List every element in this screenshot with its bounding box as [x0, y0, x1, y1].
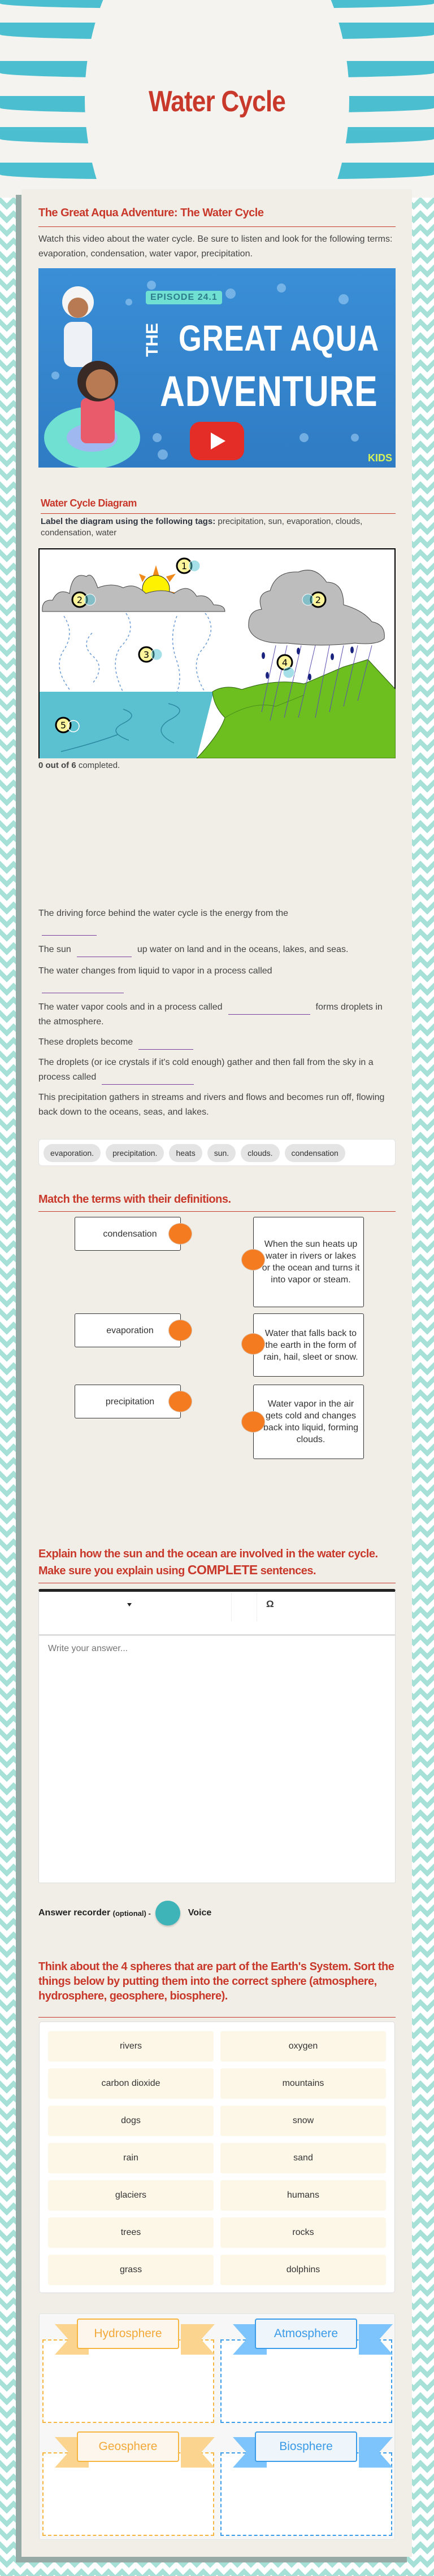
sortable-item[interactable]: trees	[48, 2217, 214, 2248]
instruction-label: Label the diagram using the following tags:	[41, 517, 216, 526]
sortable-item[interactable]: snow	[220, 2106, 386, 2136]
diagram-progress	[38, 758, 120, 773]
svg-text:5: 5	[60, 720, 67, 731]
connector-handle[interactable]	[168, 1320, 192, 1341]
word-chip[interactable]: clouds.	[241, 1144, 279, 1162]
record-button[interactable]	[155, 1901, 180, 1926]
marker-3[interactable]	[139, 647, 162, 662]
word-chip[interactable]: sun.	[207, 1144, 236, 1162]
divider	[41, 513, 396, 514]
word-chip[interactable]: condensation	[285, 1144, 345, 1162]
sortable-item[interactable]: rivers	[48, 2031, 214, 2062]
editor-toolbar	[39, 1592, 395, 1636]
svg-text:4: 4	[281, 657, 288, 668]
marker-2b[interactable]	[302, 592, 326, 607]
connector-handle[interactable]	[168, 1223, 192, 1245]
divider	[38, 1211, 396, 1212]
recorder-label: Answer recorder	[38, 1908, 111, 1918]
word-chip[interactable]: precipitation.	[106, 1144, 164, 1162]
page-title: Water Cycle	[148, 85, 286, 118]
kids-logo: KIDS	[367, 452, 392, 464]
sphere-label: Biosphere	[255, 2431, 357, 2462]
toolbar-button[interactable]	[231, 1593, 257, 1621]
blank-2[interactable]	[77, 945, 132, 957]
sphere-label: Hydrosphere	[77, 2319, 179, 2349]
answer-textarea[interactable]	[39, 1636, 395, 1881]
video-instructions: Watch this video about the water cycle. Be sure to listen and look for the following terms: evaporation, condensation, water vapor, precipitation.	[38, 234, 393, 259]
sentence-3: The water changes from liquid to vapor in a process called	[38, 964, 396, 993]
marker-2a[interactable]	[72, 592, 96, 607]
sentence-6: The droplets (or ice crystals if it's cold enough) gather and then fall from the sky in a process called	[38, 1055, 396, 1085]
sentence-5: These droplets become	[38, 1035, 396, 1050]
page-header	[0, 0, 434, 198]
caret-down-icon	[127, 1603, 132, 1606]
episode-badge: EPISODE 24.1	[146, 291, 222, 304]
sentence-7: This precipitation gathers in streams and rivers and flows and becomes run off, flowing back down to the oceans, seas, and lakes.	[38, 1093, 385, 1117]
divider	[38, 2017, 396, 2018]
connector-handle[interactable]	[241, 1411, 265, 1433]
progress-label: completed.	[78, 761, 120, 770]
video-player[interactable]	[38, 268, 396, 468]
sentence-4: The water vapor cools and in a process called forms droplets in the atmosphere.	[38, 1002, 383, 1027]
term-card[interactable]: precipitation	[75, 1385, 181, 1418]
sortable-item[interactable]: rocks	[220, 2217, 386, 2248]
recorder-optional: (optional) -	[112, 1909, 151, 1918]
sortable-item[interactable]: carbon dioxide	[48, 2068, 214, 2099]
connector-handle[interactable]	[241, 1333, 265, 1355]
connector-handle[interactable]	[168, 1391, 192, 1412]
instruction-tags: precipitation, sun, evaporation, clouds, condensation, water	[41, 517, 363, 538]
sphere-label: Geosphere	[77, 2431, 179, 2462]
marker-1[interactable]	[177, 558, 200, 573]
format-dropdown[interactable]	[39, 1592, 231, 1621]
divider	[38, 226, 396, 227]
definition-card[interactable]: Water that falls back to the earth in the form of rain, hail, sleet or snow.	[253, 1313, 364, 1377]
definition-card[interactable]: When the sun heats up water in rivers or lakes or the ocean and turns it into vapor or steam.	[253, 1217, 364, 1307]
sortable-item[interactable]: mountains	[220, 2068, 386, 2099]
sortable-item[interactable]: rain	[48, 2143, 214, 2173]
connector-handle[interactable]	[241, 1249, 265, 1270]
definition-card[interactable]: Water vapor in the air gets cold and changes back into liquid, forming clouds.	[253, 1385, 364, 1459]
special-character-button[interactable]: Ω	[266, 1599, 274, 1609]
sortable-item[interactable]: glaciers	[48, 2180, 214, 2211]
sortable-item[interactable]: dolphins	[220, 2255, 386, 2285]
water-cycle-diagram[interactable]	[38, 548, 396, 758]
matching-heading: Match the terms with their definitions.	[38, 1193, 231, 1206]
blank-1[interactable]	[42, 923, 97, 936]
diagram-instructions	[41, 516, 396, 539]
progress-count: 0 out of 6	[38, 761, 76, 770]
rich-text-editor	[38, 1589, 396, 1883]
svg-text:2: 2	[315, 595, 322, 605]
sentence-2: The sun up water on land and in the oceans, lakes, and seas.	[38, 942, 396, 957]
svg-text:3: 3	[143, 649, 150, 660]
sentence-1: The driving force behind the water cycle is the energy from the	[38, 906, 396, 936]
thumbnail-title-line1: GREAT AQUA	[179, 318, 380, 359]
youtube-play-icon[interactable]	[190, 422, 244, 460]
sortable-item[interactable]: dogs	[48, 2106, 214, 2136]
video-heading: The Great Aqua Adventure: The Water Cycle	[38, 207, 264, 219]
svg-text:2: 2	[76, 595, 83, 605]
blank-6[interactable]	[102, 1072, 194, 1085]
sphere-label: Atmosphere	[255, 2319, 357, 2349]
word-chip[interactable]: evaporation.	[44, 1144, 101, 1162]
term-card[interactable]: condensation	[75, 1217, 181, 1251]
word-bank	[38, 1139, 396, 1166]
sortable-item[interactable]: sand	[220, 2143, 386, 2173]
sortable-item[interactable]: grass	[48, 2255, 214, 2285]
sortable-item[interactable]: humans	[220, 2180, 386, 2211]
recorder-mode: Voice	[188, 1908, 212, 1918]
sorting-heading: Think about the 4 spheres that are part of the Earth's System. Sort the things below by putting them into the correct sphere (atmosphere, hydrosphere, geosphere, biosphere).	[38, 1961, 394, 2002]
blank-3[interactable]	[42, 981, 124, 993]
term-card[interactable]: evaporation	[75, 1313, 181, 1347]
fill-in-sentences	[38, 906, 396, 1120]
diagram-heading: Water Cycle Diagram	[41, 497, 137, 509]
thumbnail-title-line2: ADVENTURE	[160, 368, 378, 416]
blank-5[interactable]	[138, 1037, 193, 1050]
word-chip[interactable]: heats	[169, 1144, 202, 1162]
blank-4[interactable]	[228, 1002, 310, 1015]
explain-heading: Explain how the sun and the ocean are involved in the water cycle. Make sure you explain using COMPLETE sentences.	[38, 1548, 378, 1577]
answer-recorder	[38, 1901, 211, 1926]
svg-text:1: 1	[181, 561, 188, 571]
sortable-item[interactable]: oxygen	[220, 2031, 386, 2062]
thumbnail-title-the: THE	[143, 323, 162, 357]
